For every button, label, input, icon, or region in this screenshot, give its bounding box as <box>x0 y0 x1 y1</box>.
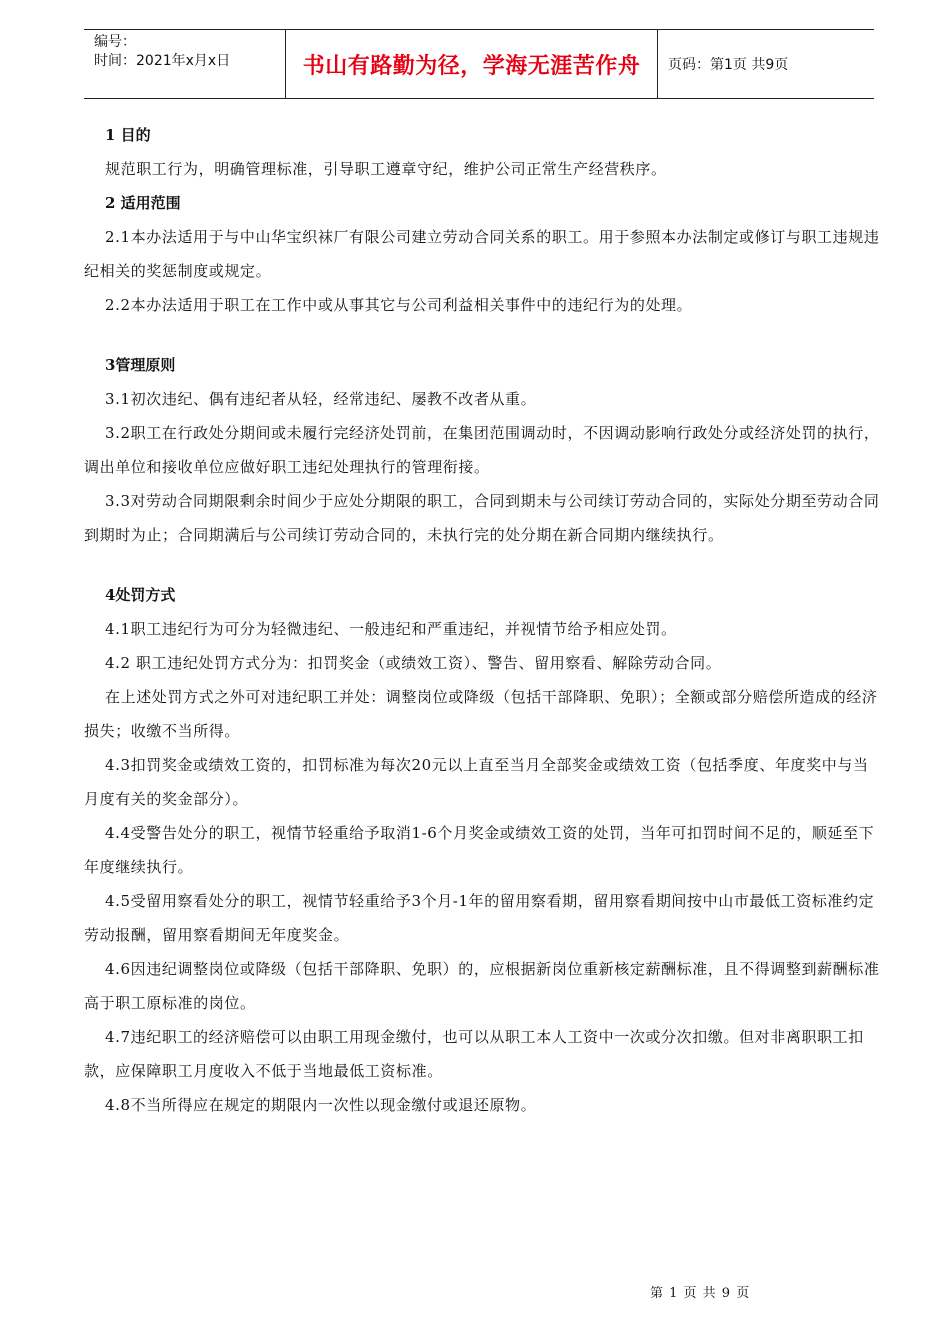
paragraph: 规范职工行为，明确管理标准，引导职工遵章守纪，维护公司正常生产经营秩序。 <box>105 160 667 178</box>
paragraph: 4.3扣罚奖金或绩效工资的，扣罚标准为每次20元以上直至当月全部奖金或绩效工资（包括季度、年度奖中与当月度有关的奖金部分）。 <box>84 756 869 808</box>
header-motto: 书山有路勤为径，学海无涯苦作舟 <box>302 53 641 79</box>
paragraph: 4.1职工违纪行为可分为轻微违纪、一般违纪和严重违纪，并视情节给予相应处罚。 <box>105 620 677 638</box>
paragraph: 4.5受留用察看处分的职工，视情节轻重给予3个月-1年的留用察看期，留用察看期间按中山市最低工资标准约定劳动报酬，留用察看期间无年度奖金。 <box>84 892 875 944</box>
paragraph: 4.8不当所得应在规定的期限内一次性以现金缴付或退还原物。 <box>105 1096 537 1114</box>
paragraph: 4.7违纪职工的经济赔偿可以由职工用现金缴付，也可以从职工本人工资中一次或分次扣缴。但对非离职职工扣款，应保障职工月度收入不低于当地最低工资标准。 <box>84 1028 864 1080</box>
section-heading: 3管理原则 <box>105 356 176 374</box>
section-heading: 4处罚方式 <box>105 586 176 604</box>
document-body <box>84 118 884 1122</box>
paragraph: 3.3对劳动合同期限剩余时间少于应处分期限的职工，合同到期未与公司续订劳动合同的，实际处分期至劳动合同到期时为止；合同期满后与公司续订劳动合同的，未执行完的处分期在新合同期内继续执行。 <box>84 492 880 544</box>
paragraph: 3.1初次违纪、偶有违纪者从轻，经常违纪、屡教不改者从重。 <box>105 390 537 408</box>
header-meta <box>84 30 286 98</box>
header-motto-cell <box>286 30 658 98</box>
paragraph: 4.6因违纪调整岗位或降级（包括干部降职、免职）的，应根据新岗位重新核定薪酬标准，且不得调整到薪酬标准高于职工原标准的岗位。 <box>84 960 880 1012</box>
page-footer: 第 1 页 共 9 页 <box>650 1286 751 1301</box>
paragraph: 3.2职工在行政处分期间或未履行完经济处罚前，在集团范围调动时，不因调动影响行政处分或经济处罚的执行，调出单位和接收单位应做好职工违纪处理执行的管理衔接。 <box>84 424 880 476</box>
section-spacer <box>84 552 884 578</box>
paragraph: 4.4受警告处分的职工，视情节轻重给予取消1-6个月奖金或绩效工资的处罚，当年可扣罚时间不足的，顺延至下年度继续执行。 <box>84 824 875 876</box>
section-heading: 2 适用范围 <box>105 194 181 212</box>
document-date: 时间：2021年x月x日 <box>94 53 231 69</box>
document-number-label: 编号： <box>94 34 136 50</box>
header-page-info: 页码：第1页 共9页 <box>668 57 789 73</box>
paragraph: 2.1本办法适用于与中山华宝织袜厂有限公司建立劳动合同关系的职工。用于参照本办法制定或修订与职工违规违纪相关的奖惩制度或规定。 <box>84 228 880 280</box>
paragraph: 4.2 职工违纪处罚方式分为：扣罚奖金（或绩效工资）、警告、留用察看、解除劳动合同。 <box>105 654 722 672</box>
section-heading: 1 目的 <box>105 126 151 144</box>
section-spacer <box>84 322 884 348</box>
page-header <box>84 29 874 99</box>
paragraph: 2.2本办法适用于职工在工作中或从事其它与公司利益相关事件中的违纪行为的处理。 <box>105 296 693 314</box>
paragraph: 在上述处罚方式之外可对违纪职工并处：调整岗位或降级（包括干部降职、免职）；全额或部分赔偿所造成的经济损失；收缴不当所得。 <box>84 688 878 740</box>
